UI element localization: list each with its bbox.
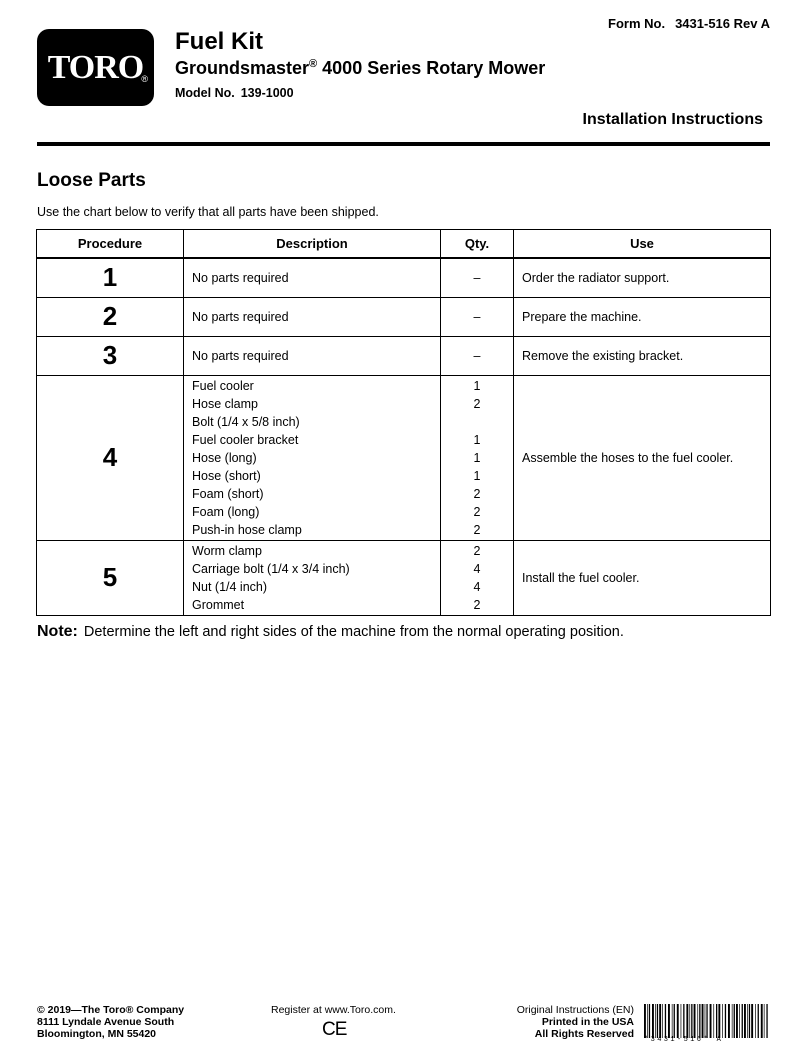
model-label: Model No. [175, 86, 235, 100]
part-description: Foam (long) [192, 504, 260, 519]
barcode-bar [659, 1004, 661, 1038]
qty-cell [441, 336, 514, 375]
barcode-bar [758, 1004, 759, 1038]
description-cell [184, 297, 441, 336]
use-cell: Install the fuel cooler. [514, 540, 771, 615]
part-qty: 2 [473, 396, 481, 411]
product-subtitle [175, 58, 545, 79]
barcode-bar [686, 1004, 688, 1038]
barcode-bar [764, 1004, 765, 1038]
table-row [37, 540, 771, 615]
barcode-bar [749, 1004, 750, 1038]
description-cell [184, 375, 441, 540]
barcode-bar [718, 1004, 720, 1038]
footer-company-line: 8111 Lyndale Avenue South [37, 1016, 175, 1028]
barcode-bar [697, 1004, 698, 1038]
barcode-bar [732, 1004, 733, 1038]
part-description: Push-in hose clamp [192, 522, 302, 537]
barcode-bar [739, 1004, 740, 1038]
description-cell [184, 336, 441, 375]
barcode-bar [742, 1004, 743, 1038]
procedure-number: 5 [37, 540, 184, 615]
barcode-bar [649, 1004, 650, 1038]
toro-logo [37, 29, 154, 106]
form-number [608, 16, 770, 31]
part-qty: 2 [473, 486, 481, 501]
barcode-bar [744, 1004, 746, 1038]
barcode-bar [657, 1004, 658, 1038]
footer-rights-line: Original Instructions (EN) [516, 1004, 634, 1016]
part-description: Fuel cooler bracket [192, 432, 299, 447]
table-row [37, 375, 771, 540]
qty-cell [441, 375, 514, 540]
table-row [37, 297, 771, 336]
section-intro: Use the chart below to verify that all parts have been shipped. [37, 205, 379, 219]
part-description: No parts required [192, 348, 289, 363]
part-description: Hose clamp [192, 396, 258, 411]
part-description: Foam (short) [192, 486, 264, 501]
header-description: Description [184, 230, 441, 259]
part-description: Nut (1/4 inch) [192, 579, 268, 594]
use-cell: Prepare the machine. [514, 297, 771, 336]
part-qty: 1 [473, 450, 481, 465]
description-cell [184, 540, 441, 615]
part-qty: 2 [473, 543, 481, 558]
barcode-bar [677, 1004, 679, 1038]
part-description: No parts required [192, 270, 289, 285]
procedure-number: 1 [37, 258, 184, 297]
logo-text: TORO [47, 48, 144, 86]
qty-cell [441, 258, 514, 297]
use-cell: Remove the existing bracket. [514, 336, 771, 375]
part-qty: 1 [473, 432, 481, 447]
header-divider [37, 142, 770, 146]
barcode-bar [672, 1004, 673, 1038]
part-description: Fuel cooler [192, 378, 254, 393]
barcode-bar [751, 1004, 753, 1038]
barcode [644, 1004, 770, 1038]
procedure-number: 2 [37, 297, 184, 336]
barcode-bar [694, 1004, 696, 1038]
part-qty: – [473, 309, 481, 324]
qty-cell [441, 297, 514, 336]
part-description: Carriage bolt (1/4 x 3/4 inch) [192, 561, 350, 576]
barcode-bar [674, 1004, 675, 1038]
barcode-bar [716, 1004, 717, 1038]
footer-rights-line: All Rights Reserved [534, 1028, 634, 1040]
use-cell: Assemble the hoses to the fuel cooler. [514, 375, 771, 540]
barcode-bar [683, 1004, 684, 1038]
barcode-bar [689, 1004, 690, 1038]
note-label: Note: [37, 623, 78, 640]
barcode-bar [647, 1004, 648, 1038]
loose-parts-table [36, 229, 771, 616]
form-number-label: Form No. [608, 16, 666, 31]
table-row [37, 336, 771, 375]
model-value: 139-1000 [240, 86, 294, 100]
table-row [37, 258, 771, 297]
ce-mark: CE [322, 1019, 347, 1040]
part-qty: 1 [473, 378, 481, 393]
footer-company [37, 1004, 184, 1040]
part-qty: 2 [473, 522, 481, 537]
barcode-bar [725, 1004, 726, 1038]
part-description: Worm clamp [192, 543, 262, 558]
barcode-bar [699, 1004, 700, 1038]
barcode-bar [728, 1004, 730, 1038]
part-qty: 4 [473, 579, 481, 594]
header-procedure: Procedure [37, 230, 184, 259]
use-cell: Order the radiator support. [514, 258, 771, 297]
procedure-number: 4 [37, 375, 184, 540]
barcode-bar [702, 1004, 704, 1038]
part-qty: 2 [473, 504, 481, 519]
subtitle-reg-mark: ® [309, 58, 318, 70]
barcode-bar [761, 1004, 763, 1038]
model-number [175, 86, 294, 100]
part-description: Hose (long) [192, 450, 257, 465]
barcode-bar [662, 1004, 663, 1038]
part-qty [442, 413, 512, 431]
footer-company-line: © 2019—The Toro® Company [37, 1004, 185, 1016]
part-description: Bolt (1/4 x 5/8 inch) [192, 414, 300, 429]
barcode-bar [722, 1004, 723, 1038]
description-cell [184, 258, 441, 297]
table-body [37, 258, 771, 615]
barcode-bar [644, 1004, 646, 1038]
part-qty: – [473, 270, 481, 285]
part-description: No parts required [192, 309, 289, 324]
footer-company-line: Bloomington, MN 55420 [37, 1028, 157, 1040]
barcode-bar [710, 1004, 712, 1038]
subtitle-brand: Groundsmaster [175, 58, 310, 78]
part-qty: 1 [473, 468, 481, 483]
part-description: Grommet [192, 597, 245, 612]
table-header-row [37, 230, 771, 259]
document-type: Installation Instructions [582, 111, 763, 128]
part-qty: 4 [473, 561, 481, 576]
barcode-bar [747, 1004, 748, 1038]
barcode-bar [655, 1004, 656, 1038]
document-title: Fuel Kit [175, 28, 263, 55]
footer-register: Register at www.Toro.com. [271, 1004, 396, 1016]
barcode-bar [665, 1004, 666, 1038]
barcode-bar [755, 1004, 756, 1038]
barcode-text: *3431-516* A [644, 1036, 724, 1044]
subtitle-rest: 4000 Series Rotary Mower [317, 58, 546, 78]
note-text: Determine the left and right sides of the machine from the normal operating position. [83, 624, 624, 640]
section-title: Loose Parts [37, 170, 146, 191]
form-number-value: 3431-516 Rev A [675, 16, 770, 31]
note [37, 623, 624, 641]
header-use: Use [514, 230, 771, 259]
procedure-number: 3 [37, 336, 184, 375]
barcode-bar [736, 1004, 738, 1038]
footer-rights-line: Printed in the USA [541, 1016, 634, 1028]
barcode-bar [705, 1004, 706, 1038]
barcode-bar [691, 1004, 692, 1038]
barcode-bar [713, 1004, 714, 1038]
barcode-bar [681, 1004, 682, 1038]
barcode-bar [668, 1004, 670, 1038]
barcode-bar [734, 1004, 735, 1038]
barcode-bar [706, 1004, 707, 1038]
logo-registered-mark: ® [141, 74, 148, 84]
header-qty: Qty. [441, 230, 514, 259]
footer-rights [517, 1004, 634, 1040]
barcode-bar [652, 1004, 654, 1038]
barcode-bar [766, 1004, 767, 1038]
part-qty: – [473, 348, 481, 363]
part-qty: 2 [473, 597, 481, 612]
qty-cell [441, 540, 514, 615]
part-description: Hose (short) [192, 468, 261, 483]
